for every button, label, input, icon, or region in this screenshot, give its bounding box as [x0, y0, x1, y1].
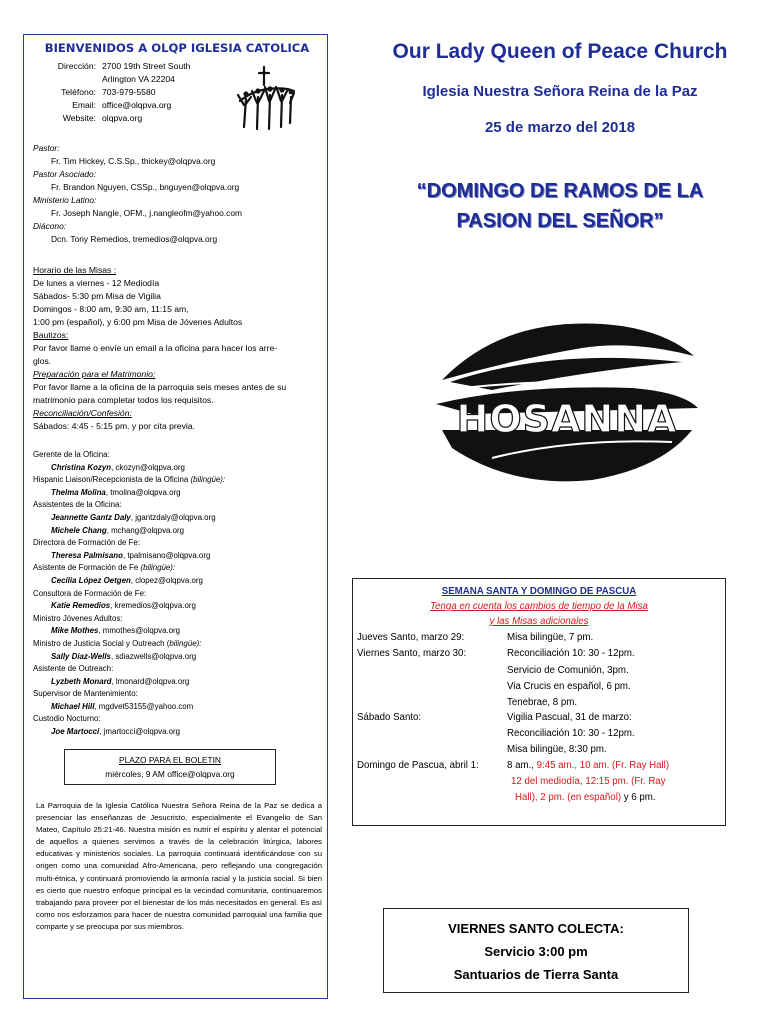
staff-member: Michael Hill, mgdvet53155@yahoo.com	[51, 701, 194, 711]
staff-member: Thelma Molina, tmolina@olqpva.org	[51, 487, 181, 497]
staff-member: Cecilia López Oetgen, clopez@olqpva.org	[51, 575, 203, 585]
baptism-heading: Bautizos:	[33, 330, 69, 340]
staff-role: Asistente de Outreach:	[33, 664, 114, 674]
welcome-title: BIENVENIDOS A OLQP IGLESIA CATOLICA	[44, 41, 310, 55]
staff-member: Theresa Palmisano, tpalmisano@olqpva.org	[51, 550, 211, 560]
staff-member: Mike Mothes, mmothes@olqpva.org	[51, 626, 181, 636]
staff-role: Directora de Formación de Fe:	[33, 538, 141, 548]
bulletin-date: 25 de marzo del 2018	[484, 119, 636, 136]
staff-role: Ministro Jóvenes Adultos:	[33, 613, 123, 623]
staff-member: Jeannette Gantz Daly, jgantzdaly@olqpva.org	[51, 512, 216, 522]
staff-role: Supervisor de Mantenimiento:	[33, 689, 138, 699]
staff-list	[33, 449, 321, 739]
staff-member: Katie Remedios, kremedios@olqpva.org	[51, 601, 196, 611]
staff-email-link[interactable]: , tpalmisano@olqpva.org	[122, 550, 211, 560]
deadline-text: miércoles, 9 AM office@olqpva.org	[105, 769, 235, 779]
staff-member: Sally Diaz-Wells, sdiazwells@olqpva.org	[51, 651, 197, 661]
church-name-es: Iglesia Nuestra Señora Reina de la Paz	[422, 83, 698, 100]
staff-role: Hispanic Liaison/Recepcionista de la Oficina (bilingüe):	[33, 475, 226, 485]
confession-heading: Reconciliación/Confesión:	[33, 408, 132, 418]
clergy-block: Pastor: Fr. Tim Hickey, C.S.Sp., thickey@olqpva.org Pastor Asociado: Fr. Brandon Nguyen, CSSp., bnguyen@olqpva.org Ministerio Latino: Fr. Joseph Nangle, OFM., j.nangleofm@yahoo.com Diácono: Dcn. Tony Remedios, tremedios@olqpva.org	[33, 143, 242, 244]
holy-week-schedule: SEMANA SANTA Y DOMINGO DE PASCUA Tenga en cuenta los cambios de tiempo de la Misa y las Misas adicionales Jueves Santo, marzo 29: Misa bilingüe, 7 pm. Viernes Santo, marzo 30: Reconciliación 10: 30 - 12pm. Servicio de Comunión, 3pm. Via Crucis en español, 6 pm. Tenebrae, 8 pm. Sábado Santo: Vigilia Pascual, 31 de marzo: Reconciliación 10: 30 - 12pm. Misa bilingüe, 8:30 pm. Domingo de Pascua, abril 1: 8 am., 9:45 am., 10 am. (Fr. Ray Hall) 12 del mediodía, 12:15 pm. (Fr. Ray Hall), 2 pm. (en español) y 6 pm.	[352, 578, 726, 826]
contact-block: Dirección: 2700 19th Street South Arlington VA 22204 Teléfono: 703-979-5580 Email: office@olqpva.org Website: olqpva.org	[57, 61, 191, 123]
staff-email-link[interactable]: , sdiazwells@olqpva.org	[110, 651, 197, 661]
deadline-title: PLAZO PARA EL BOLETIN	[119, 755, 221, 765]
staff-role: Custodio Nocturno:	[33, 714, 101, 724]
mission-statement: La Parroquia de la Iglesia Católica Nuestra Señora Reina de la Paz se dedica a presenciar las enseñanzas de Jesucristo, especialmente el Evangelio de San Mateo, Capítulo 25:21-46. Nuestra misión es nutrir el espíritu y alentar el potencial de aquellos a quienes servimos a través de la celebración litúrgica, labores educativas y ministerios sociales. La parroquia continuará identificándose con su origen como una comunidad Afro-Americana, pero reflejando una congregación multi-étnica, y continuará promoviendo la armonía racial y la justicia social. Si bien es cierto que nuestro enfoque principal es la vecindad comunitaria, continuaremos trabajando para proveer por el bienestar de los más necesitados en general. Es así como nos esforzamos para hacer de nuestra comunidad parroquial una familia que comparte y se preocupa por sus miembros.	[36, 801, 322, 931]
staff-member: Lyzbeth Monard, lmonard@olqpva.org	[51, 676, 190, 686]
staff-email-link[interactable]: , ckozyn@olqpva.org	[111, 462, 185, 472]
staff-email-link[interactable]: , mchang@olqpva.org	[106, 525, 185, 535]
church-name-en: Our Lady Queen of Peace Church	[392, 40, 728, 63]
sunday-headline: “DOMINGO DE RAMOS DE LA PASION DEL SEÑOR”	[416, 180, 704, 232]
staff-email-link[interactable]: , lmonard@olqpva.org	[111, 676, 190, 686]
staff-role: Ministro de Justicia Social y Outreach (bilingüe):	[33, 638, 202, 648]
website-link[interactable]: olqpva.org	[102, 113, 143, 123]
bulletin-deadline-box	[64, 749, 276, 785]
staff-email-link[interactable]: , tmolina@olqpva.org	[105, 487, 181, 497]
hosanna-palm-icon	[432, 318, 702, 488]
staff-email-link[interactable]: , mmothes@olqpva.org	[98, 626, 181, 636]
staff-role: Asistente de Formación de Fe (bilingüe):	[33, 563, 176, 573]
staff-email-link[interactable]: , jgantzdaly@olqpva.org	[130, 512, 216, 522]
staff-email-link[interactable]: , kremedios@olqpva.org	[110, 601, 196, 611]
staff-role: Gerente de la Oficina:	[33, 450, 110, 459]
staff-member: Christina Kozyn, ckozyn@olqpva.org	[51, 462, 185, 472]
schedule-block: Horario de las Misas : De lunes a viernes - 12 Mediodía Sábados- 5:30 pm Misa de Vigilia Domingos - 8:00 am, 9:30 am, 11:15 am, 1:00 pm (español), y 6:00 pm Misa de Jóvenes Adultos Bautizos: Por favor llame o envíe un email a la oficina para hacer los arre- glos. Preparación para el Matrimonio: Por favor llame a la oficina de la parroquia seis meses antes de su matrimonio para completar todos los requisitos. Reconciliación/Confesión: Sábados: 4:45 - 5:15 pm. y por cita previa.	[33, 264, 321, 433]
staff-role: Assistentes de la Oficina:	[33, 500, 122, 510]
holy-week-title: SEMANA SANTA Y DOMINGO DE PASCUA	[441, 586, 637, 597]
good-friday-collection: VIERNES SANTO COLECTA: Servicio 3:00 pm Santuarios de Tierra Santa	[383, 908, 689, 993]
staff-member: Joe Martocci, jmartocci@olqpva.org	[51, 727, 181, 737]
staff-role: Consultora de Formación de Fe:	[33, 588, 147, 598]
hosanna-text: HOSANNA	[456, 397, 678, 441]
marriage-heading: Preparación para el Matrimonio:	[33, 369, 156, 379]
staff-email-link[interactable]: , clopez@olqpva.org	[130, 575, 203, 585]
staff-member: Michele Chang, mchang@olqpva.org	[51, 525, 185, 535]
parish-logo-icon	[234, 61, 298, 133]
staff-email-link[interactable]: , jmartocci@olqpva.org	[99, 727, 181, 737]
masses-heading: Horario de las Misas :	[33, 265, 117, 275]
staff-email-link[interactable]: , mgdvet53155@yahoo.com	[94, 701, 194, 711]
office-email-link[interactable]: office@olqpva.org	[102, 100, 172, 110]
